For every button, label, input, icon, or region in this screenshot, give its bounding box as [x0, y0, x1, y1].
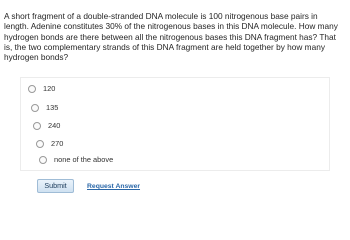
- choice-120[interactable]: [28, 84, 55, 94]
- radio-button-icon[interactable]: [36, 140, 44, 148]
- answer-choices-panel: [20, 77, 330, 171]
- request-answer-link[interactable]: Request Answer: [87, 183, 141, 190]
- choice-label: none of the above: [54, 155, 114, 164]
- choice-label: 120: [43, 84, 56, 93]
- radio-button-icon[interactable]: [39, 156, 47, 164]
- choice-label: 270: [51, 139, 64, 148]
- question-text: A short fragment of a double-stranded DNA molecule is 100 nitrogenous base pairs in length. Adenine constitutes 30% of the nitrogenous bases in this DNA molecule. How many hydrogen bonds are there between all the nitrogenous bases this DNA fragment has? That is, the two complementary strands of this DNA fragment are held together by how many hydrogen bonds?: [4, 11, 338, 63]
- choice-label: 135: [46, 103, 59, 112]
- radio-button-icon[interactable]: [28, 85, 36, 93]
- submit-button[interactable]: Submit: [37, 179, 74, 193]
- radio-button-icon[interactable]: [31, 104, 39, 112]
- choice-270[interactable]: [36, 139, 63, 149]
- choice-none-of-the-above[interactable]: [39, 155, 113, 165]
- choice-label: 240: [48, 121, 61, 130]
- choice-135[interactable]: [31, 103, 58, 113]
- radio-button-icon[interactable]: [33, 122, 41, 130]
- choice-240[interactable]: [33, 121, 60, 131]
